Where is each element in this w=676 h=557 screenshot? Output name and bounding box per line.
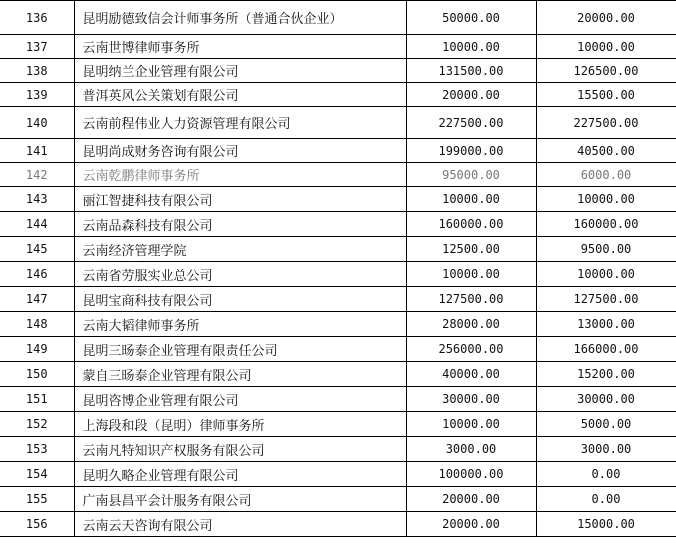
table-row <box>0 487 676 512</box>
table-row <box>0 462 676 487</box>
table-row <box>0 139 676 163</box>
amount-cell: 227500.00 <box>536 107 676 139</box>
row-number-cell: 153 <box>0 437 74 462</box>
company-name-cell: 昆明励德致信会计师事务所（普通合伙企业） <box>74 1 406 35</box>
amount-cell: 3000.00 <box>406 437 536 462</box>
table-row <box>0 287 676 312</box>
row-number-cell: 147 <box>0 287 74 312</box>
amount-cell: 40500.00 <box>536 139 676 163</box>
table-row <box>0 412 676 437</box>
row-number-cell: 138 <box>0 59 74 83</box>
amount-cell: 50000.00 <box>406 1 536 35</box>
amount-cell: 30000.00 <box>536 387 676 412</box>
amount-cell: 10000.00 <box>406 35 536 59</box>
amount-cell: 256000.00 <box>406 337 536 362</box>
amount-cell: 13000.00 <box>536 312 676 337</box>
company-name-cell: 云南世博律师事务所 <box>74 35 406 59</box>
amount-cell: 126500.00 <box>536 59 676 83</box>
amount-cell: 20000.00 <box>406 487 536 512</box>
amount-cell: 15200.00 <box>536 362 676 387</box>
amount-cell: 100000.00 <box>406 462 536 487</box>
company-name-cell: 云南品森科技有限公司 <box>74 212 406 237</box>
company-name-cell: 昆明咨博企业管理有限公司 <box>74 387 406 412</box>
amount-cell: 30000.00 <box>406 387 536 412</box>
table-row <box>0 212 676 237</box>
row-number-cell: 156 <box>0 512 74 537</box>
amount-cell: 199000.00 <box>406 139 536 163</box>
amount-cell: 131500.00 <box>406 59 536 83</box>
amount-cell: 10000.00 <box>406 187 536 212</box>
row-number-cell: 145 <box>0 237 74 262</box>
amount-cell: 166000.00 <box>536 337 676 362</box>
amount-cell: 10000.00 <box>536 187 676 212</box>
company-name-cell: 云南前程伟业人力资源管理有限公司 <box>74 107 406 139</box>
amount-cell: 10000.00 <box>536 35 676 59</box>
table-row <box>0 35 676 59</box>
table-row <box>0 187 676 212</box>
amount-cell: 127500.00 <box>406 287 536 312</box>
row-number-cell: 143 <box>0 187 74 212</box>
amount-cell: 3000.00 <box>536 437 676 462</box>
amount-cell: 20000.00 <box>536 1 676 35</box>
row-number-cell: 149 <box>0 337 74 362</box>
amount-cell: 95000.00 <box>406 163 536 187</box>
company-name-cell: 广南县昌平会计服务有限公司 <box>74 487 406 512</box>
company-name-cell: 丽江智捷科技有限公司 <box>74 187 406 212</box>
amount-cell: 40000.00 <box>406 362 536 387</box>
table-row <box>0 1 676 35</box>
row-number-cell: 146 <box>0 262 74 287</box>
company-name-cell: 昆明三旸泰企业管理有限责任公司 <box>74 337 406 362</box>
amount-cell: 20000.00 <box>406 512 536 537</box>
amount-cell: 127500.00 <box>536 287 676 312</box>
table-body <box>0 1 676 537</box>
row-number-cell: 150 <box>0 362 74 387</box>
company-name-cell: 云南凡特知识产权服务有限公司 <box>74 437 406 462</box>
table-row <box>0 237 676 262</box>
row-number-cell: 137 <box>0 35 74 59</box>
table-row <box>0 107 676 139</box>
table-row <box>0 512 676 537</box>
table-row <box>0 59 676 83</box>
company-name-cell: 云南大韬律师事务所 <box>74 312 406 337</box>
amount-cell: 0.00 <box>536 487 676 512</box>
row-number-cell: 144 <box>0 212 74 237</box>
amount-cell: 10000.00 <box>406 262 536 287</box>
table-row <box>0 312 676 337</box>
amount-cell: 160000.00 <box>406 212 536 237</box>
row-number-cell: 141 <box>0 139 74 163</box>
amount-cell: 160000.00 <box>536 212 676 237</box>
table-row <box>0 387 676 412</box>
row-number-cell: 142 <box>0 163 74 187</box>
company-name-cell: 普洱英风公关策划有限公司 <box>74 83 406 107</box>
row-number-cell: 151 <box>0 387 74 412</box>
table-row <box>0 83 676 107</box>
amount-cell: 10000.00 <box>406 412 536 437</box>
amount-cell: 20000.00 <box>406 83 536 107</box>
company-name-cell: 昆明纳兰企业管理有限公司 <box>74 59 406 83</box>
company-name-cell: 昆明宝商科技有限公司 <box>74 287 406 312</box>
amount-cell: 6000.00 <box>536 163 676 187</box>
company-name-cell: 上海段和段（昆明）律师事务所 <box>74 412 406 437</box>
company-name-cell: 云南云天咨询有限公司 <box>74 512 406 537</box>
amount-cell: 227500.00 <box>406 107 536 139</box>
amount-cell: 5000.00 <box>536 412 676 437</box>
row-number-cell: 152 <box>0 412 74 437</box>
company-name-cell: 云南省劳服实业总公司 <box>74 262 406 287</box>
amount-cell: 10000.00 <box>536 262 676 287</box>
company-name-cell: 蒙自三旸泰企业管理有限公司 <box>74 362 406 387</box>
company-name-cell: 云南乾鹏律师事务所 <box>74 163 406 187</box>
amount-cell: 28000.00 <box>406 312 536 337</box>
table-row <box>0 337 676 362</box>
row-number-cell: 139 <box>0 83 74 107</box>
company-name-cell: 云南经济管理学院 <box>74 237 406 262</box>
table-row <box>0 262 676 287</box>
table-row <box>0 362 676 387</box>
amount-cell: 15500.00 <box>536 83 676 107</box>
amount-cell: 0.00 <box>536 462 676 487</box>
amount-cell: 9500.00 <box>536 237 676 262</box>
row-number-cell: 154 <box>0 462 74 487</box>
amount-cell: 15000.00 <box>536 512 676 537</box>
row-number-cell: 155 <box>0 487 74 512</box>
company-name-cell: 昆明久略企业管理有限公司 <box>74 462 406 487</box>
company-name-cell: 昆明尚成财务咨询有限公司 <box>74 139 406 163</box>
row-number-cell: 140 <box>0 107 74 139</box>
row-number-cell: 136 <box>0 1 74 35</box>
table-row <box>0 437 676 462</box>
row-number-cell: 148 <box>0 312 74 337</box>
amount-cell: 12500.00 <box>406 237 536 262</box>
table-row <box>0 163 676 187</box>
